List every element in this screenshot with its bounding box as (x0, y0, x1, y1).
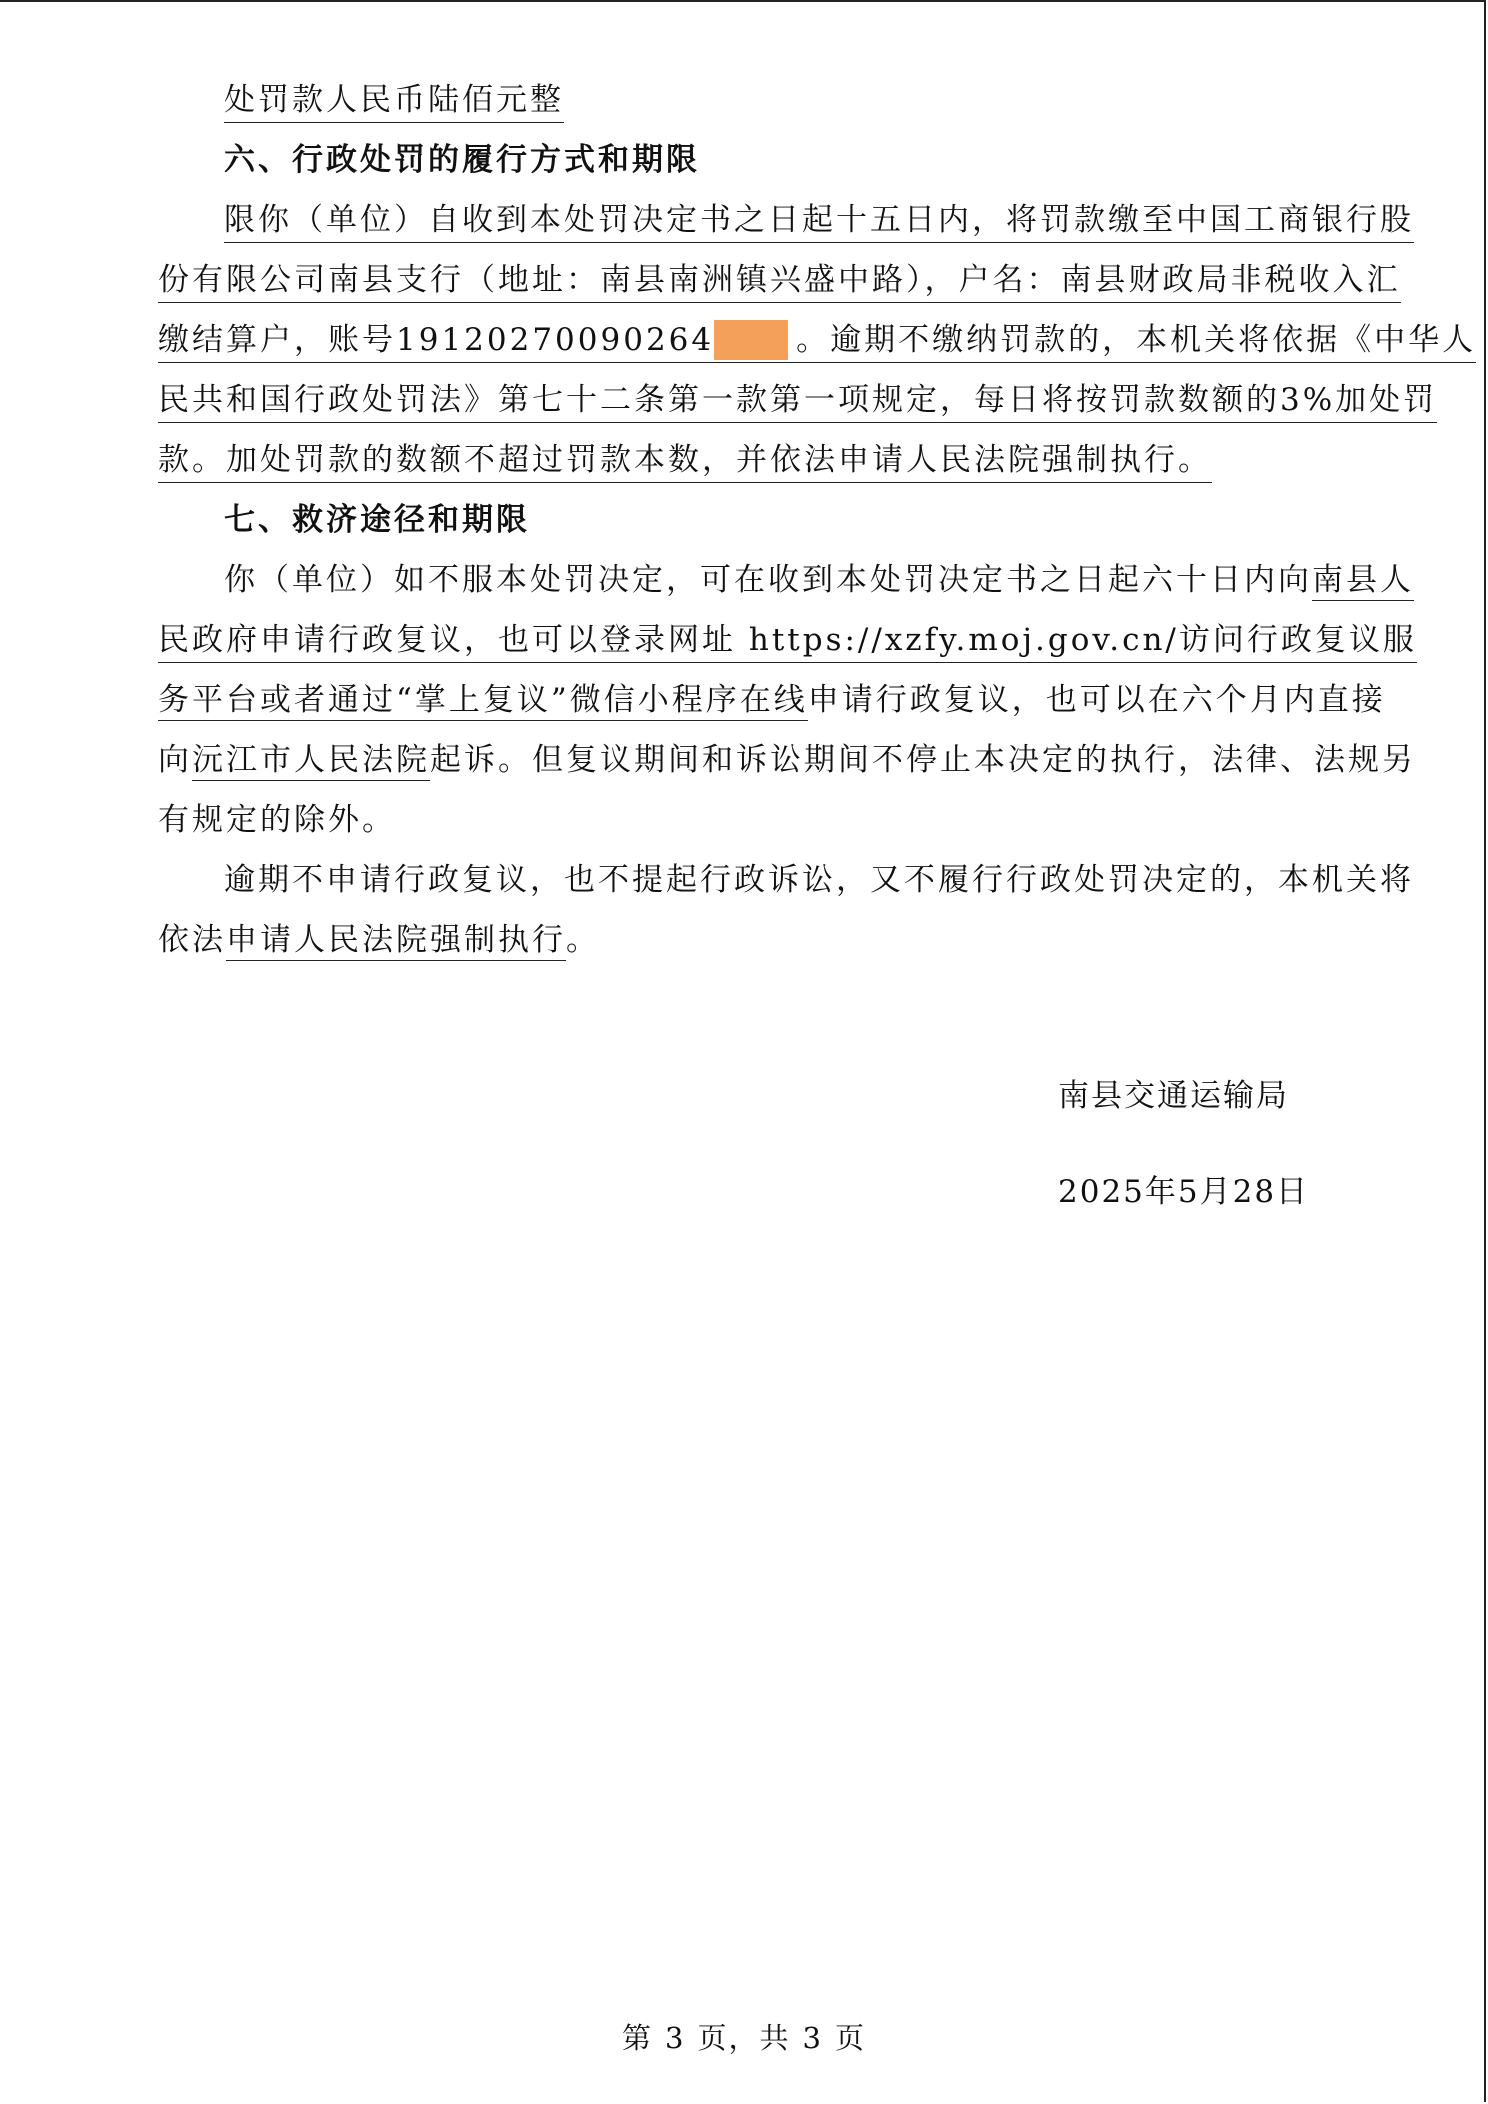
section-7-line-1 (224, 560, 1414, 600)
section-7-line-3 (158, 680, 1386, 720)
section-7-line-4 (158, 740, 1416, 780)
section-7-para-2-line-1: 逾期不申请行政复议，也不提起行政诉讼，又不履行行政处罚决定的，本机关将 (224, 862, 1414, 898)
line-4-prefix: 向 (158, 742, 192, 778)
section-6-heading: 六、行政处罚的履行方式和期限 (224, 142, 700, 178)
court-name: 沅江市人民法院 (192, 742, 430, 781)
para-2-prefix: 依法 (158, 922, 226, 958)
section-6-line-5: 款。加处罚款的数额不超过罚款本数，并依法申请人民法院强制执行。 (158, 440, 1212, 483)
para-2-suffix: 。 (566, 922, 600, 958)
execution-text: 起诉。但复议期间和诉讼期间不停止本决定的执行，法律、法规另 (430, 742, 1416, 778)
page-label-1: 第 (622, 2021, 654, 2055)
redaction-block (714, 320, 788, 360)
account-number-text: 缴结算户，账号19120270090264 (158, 322, 715, 358)
section-6-line-3 (158, 320, 1476, 363)
section-7-para-2-line-2 (158, 920, 600, 960)
county-gov-text: 南县人 (1312, 562, 1414, 601)
total-pages-number: 3 (802, 2021, 823, 2055)
section-7-line-2: 民政府申请行政复议，也可以登录网址 https://xzfy.moj.gov.cn/访问行政复议服 (158, 620, 1417, 663)
section-6-line-1: 限你（单位）自收到本处罚决定书之日起十五日内，将罚款缴至中国工商银行股 (224, 200, 1414, 243)
page-footer (0, 2016, 1488, 2057)
section-6-line-4: 民共和国行政处罚法》第七十二条第一款第一项规定，每日将按罚款数额的3%加处罚 (158, 380, 1437, 423)
fine-amount-line: 处罚款人民币陆佰元整 (224, 80, 564, 123)
issuing-organization: 南县交通运输局 (1058, 1078, 1289, 1114)
issue-date: 2025年5月28日 (1058, 1174, 1310, 1210)
page-label-3: 页 (834, 2021, 866, 2055)
section-7-line-5: 有规定的除外。 (158, 802, 396, 838)
current-page-number: 3 (665, 2021, 686, 2055)
appeal-text: 你（单位）如不服本处罚决定，可在收到本处罚决定书之日起六十日内向 (224, 562, 1312, 598)
page-label-2: 页，共 (697, 2021, 791, 2055)
overdue-text: 。逾期不缴纳罚款的，本机关将依据《中华人 (796, 322, 1477, 358)
lawsuit-text: 申请行政复议，也可以在六个月内直接 (807, 682, 1386, 718)
section-7-heading: 七、救济途径和期限 (224, 502, 530, 538)
online-review-text: 务平台或者通过“掌上复议”微信小程序在线 (158, 682, 808, 721)
enforcement-text: 申请人民法院强制执行 (226, 922, 566, 961)
section-6-line-2: 份有限公司南县支行（地址：南县南洲镇兴盛中路），户名：南县财政局非税收入汇 (158, 260, 1401, 303)
